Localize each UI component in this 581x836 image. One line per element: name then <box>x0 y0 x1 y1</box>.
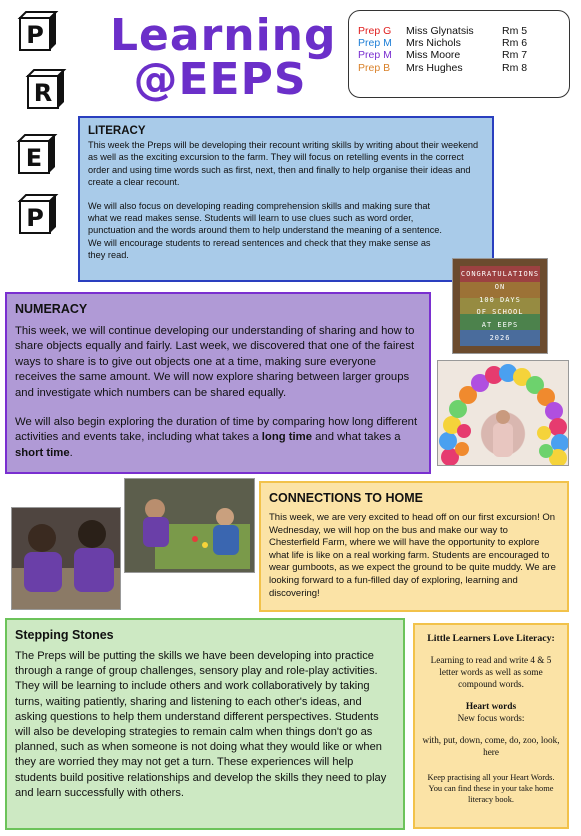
numeracy-panel <box>5 292 431 474</box>
block-letter: R <box>33 79 53 107</box>
numeracy-heading: NUMERACY <box>15 302 88 316</box>
staff-room: Rm 6 <box>502 37 528 50</box>
staff-row <box>358 49 569 61</box>
letter-block-p <box>16 10 60 54</box>
photo-kids-drawing <box>11 507 121 610</box>
photo-100-days-board <box>452 258 548 354</box>
numeracy-text: . <box>69 446 73 459</box>
balloon-arch-graphic <box>438 361 569 466</box>
staff-class: Prep M <box>358 49 392 62</box>
stepping-stones-body: The Preps will be putting the skills we have been developing into practice through a range of group challenges, sensory play and role-play activities. They will be learning to include others and work collaboratively by taking turns, waiting patiently, sharing and listening to each other's ideas, and asking questions to help them understand different perspectives. Students will also be developing strategies to remain calm when things don't go as planned, such as when someone is not doing what they would like or when they are worried they may not get a turn. These experiences will help students build positive relationships and develop the skills they need to play and learn successfully with others. <box>15 650 387 799</box>
board-line: OF SCHOOL <box>476 308 524 317</box>
title-line-2: @EEPS <box>133 54 307 105</box>
literacy-panel <box>78 116 494 282</box>
staff-room: Rm 7 <box>502 49 528 62</box>
connections-heading: CONNECTIONS TO HOME <box>269 491 423 505</box>
letter-block-e <box>15 133 59 177</box>
staff-teacher: Miss Glynatsis <box>406 25 474 37</box>
staff-row <box>358 37 569 49</box>
learners-intro: Learning to read and write 4 & 5 letter words as well as some compound words. <box>430 655 552 689</box>
numeracy-paragraph-1: This week, we will continue developing our understanding of sharing and how to share objects equally and fairly. Last week, we discovered that one of the fairest ways to share is to give out objects one at a time, making sure everyone receives the same amount. We will now explore sharing between larger groups and investigate which numbers can be shared equally. <box>15 325 415 399</box>
block-letter: E <box>25 144 43 172</box>
group-play-graphic <box>125 479 255 573</box>
stepping-stones-heading: Stepping Stones <box>15 628 114 642</box>
staff-list <box>348 10 570 98</box>
focus-words-list: with, put, down, come, do, zoo, look, here <box>422 735 560 757</box>
staff-class: Prep M <box>358 37 392 50</box>
board-line: CONGRATULATIONS <box>460 270 540 279</box>
board-line: 2026 <box>489 333 511 342</box>
staff-teacher: Mrs Nichols <box>406 37 461 50</box>
block-letter: P <box>26 21 44 49</box>
block-letter: P <box>26 204 44 232</box>
letter-block-r <box>24 68 68 112</box>
board-line: AT EEPS <box>481 320 519 329</box>
learners-heading: Little Learners Love Literacy: <box>427 633 555 644</box>
heart-words-heading: Heart words <box>465 702 517 712</box>
staff-class: Prep B <box>358 61 391 74</box>
focus-words-label: New focus words: <box>457 713 525 723</box>
connections-panel <box>259 481 569 612</box>
staff-teacher: Miss Moore <box>406 49 461 62</box>
little-learners-panel <box>413 623 569 829</box>
letter-block-p2 <box>16 193 60 237</box>
numeracy-bold-short-time: short time <box>15 446 70 459</box>
numeracy-paragraph-2 <box>15 415 421 461</box>
staff-row <box>358 25 569 37</box>
learners-footer: Keep practising all your Heart Words. You can find these in your take home literacy book. <box>427 773 555 804</box>
board-line: ON <box>494 282 506 291</box>
numeracy-text: We will also begin exploring the duration of time by comparing how long different activities and events take, including what takes a <box>15 416 418 444</box>
stepping-stones-panel <box>5 618 405 830</box>
numeracy-text: and what takes a <box>312 431 401 444</box>
title-line-1: Learning <box>110 10 337 61</box>
connections-body: This week, we are very excited to head off on our first excursion! On Wednesday, we will hop on the bus and make our way to Chesterfield Farm, where we will have the opportunity to explore what life is like on a real working farm. Students are encouraged to wear gumboots, as we expect the ground to be quite muddy. We are looking forward to a fun-filled day of exploring, learning and discovering! <box>269 512 556 599</box>
photo-balloon-arch <box>437 360 569 466</box>
staff-teacher: Mrs Hughes <box>406 61 463 74</box>
literacy-paragraph-1: This week the Preps will be developing their recount writing skills by writing about their weekend as well as the exciting excursion to the farm. They will focus on retelling events in the correct order and using time words such as first, next, then and finally to help organise their ideas and create a clear recount. <box>88 140 479 188</box>
literacy-paragraph-2: We will also focus on developing reading comprehension skills and making sure that what we read makes sense. Students will learn to use clues such as word order, punctuation and the words around them to help understand the meaning of a sentence. We will encourage students to reread sentences and check that they make sense as they read. <box>88 200 442 261</box>
board-line: 100 DAYS <box>479 295 521 304</box>
kids-drawing-graphic <box>12 508 121 610</box>
numeracy-bold-long-time: long time <box>261 431 313 444</box>
staff-row <box>358 62 569 74</box>
staff-room: Rm 8 <box>502 61 528 74</box>
staff-class: Prep G <box>358 25 392 37</box>
staff-room: Rm 5 <box>502 25 528 37</box>
literacy-heading: LITERACY <box>88 125 146 137</box>
photo-group-play <box>124 478 255 573</box>
